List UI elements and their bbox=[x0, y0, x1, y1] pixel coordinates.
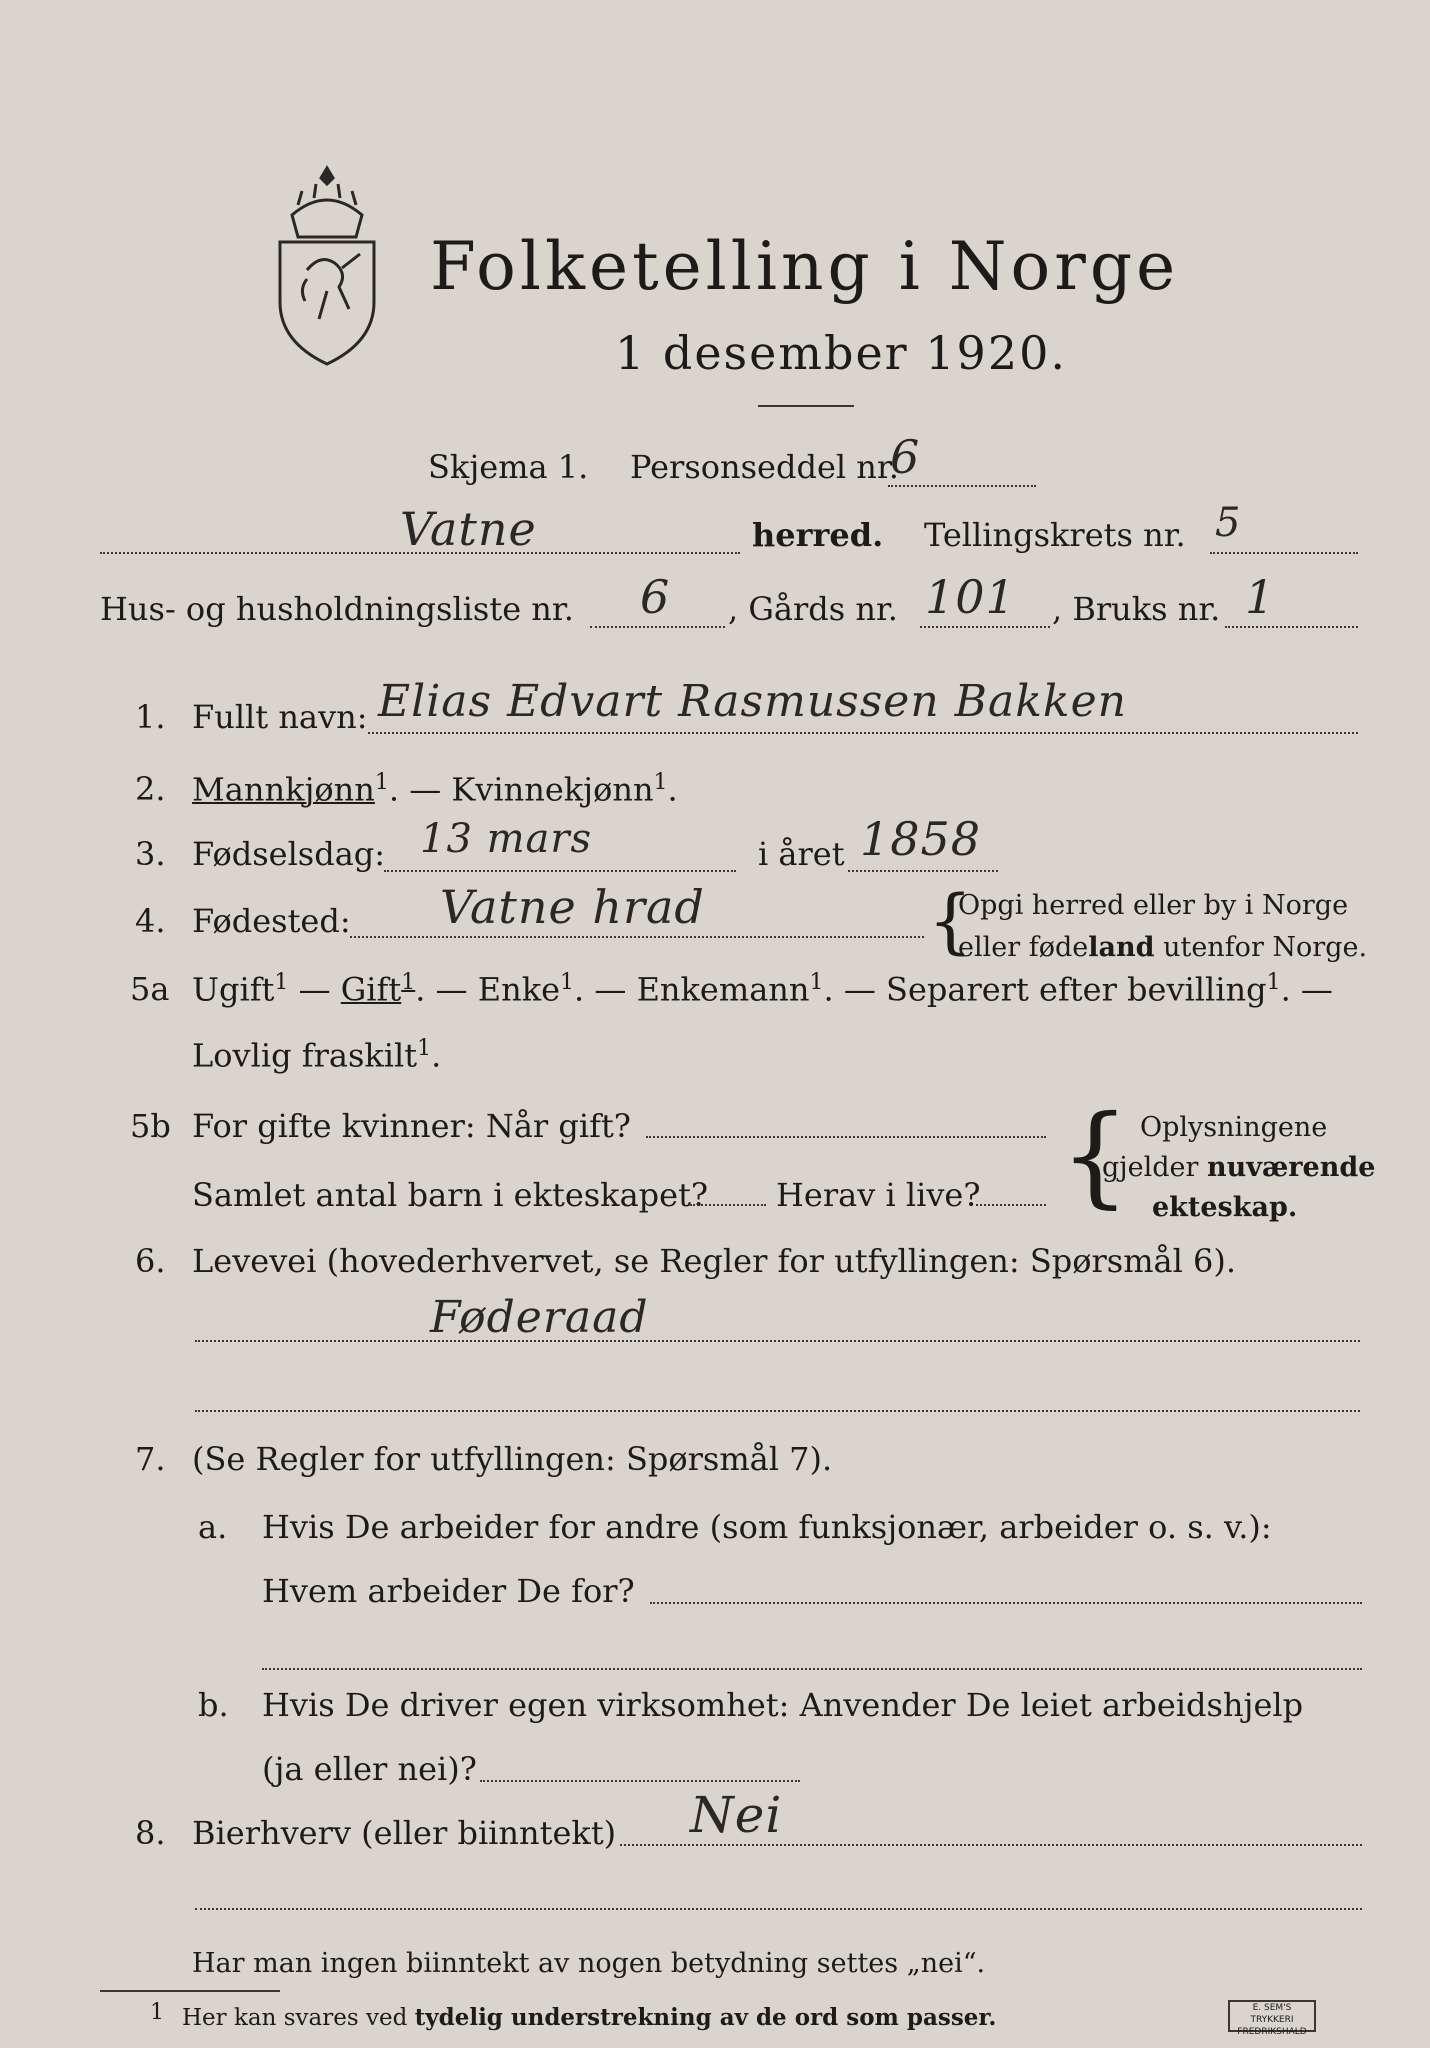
q5b-brace: { bbox=[1060, 1091, 1130, 1219]
q5b-note-line2 bbox=[1102, 1152, 1375, 1183]
kvinnekjonn-option: Kvinnekjønn bbox=[451, 770, 654, 809]
q4-line bbox=[350, 936, 924, 938]
q5a-sup-enke: 1 bbox=[560, 970, 575, 995]
q5b-children-label: Samlet antal barn i ekteskapet? bbox=[192, 1176, 709, 1214]
q6-line2 bbox=[195, 1410, 1360, 1412]
q3-label: Fødselsdag: bbox=[192, 835, 386, 873]
footnote-text-b: tydelig understrekning av de ord som passer. bbox=[414, 2004, 997, 2031]
q2-dash: . — bbox=[388, 770, 452, 809]
lovlig-fraskilt-option: Lovlig fraskilt$^1$. bbox=[192, 1036, 442, 1075]
q8-number: 8. bbox=[135, 1814, 166, 1852]
q2-sup1: 1 bbox=[374, 770, 389, 795]
printer-stamp: E. SEM'S TRYKKERI FREDRIKSHALD bbox=[1228, 2000, 1316, 2032]
q4-brace: { bbox=[928, 880, 973, 962]
occupation-value: Føderaad bbox=[430, 1292, 649, 1343]
birth-year-value: 1858 bbox=[860, 812, 982, 866]
q5b-note-line1: Oplysningene bbox=[1140, 1112, 1328, 1143]
q4-note2c: utenfor Norge. bbox=[1154, 932, 1368, 963]
q2-gender bbox=[192, 770, 678, 809]
herred-label: herred. bbox=[752, 516, 884, 554]
q8-line bbox=[620, 1844, 1362, 1846]
enke-option: Enke bbox=[477, 970, 561, 1009]
ugift-option: Ugift bbox=[192, 970, 275, 1009]
q7a-line1: Hvis De arbeider for andre (som funksjonær, arbeider o. s. v.): bbox=[262, 1508, 1272, 1546]
bruks-value: 1 bbox=[1245, 570, 1276, 624]
gards-label: , Gårds nr. bbox=[728, 590, 898, 628]
birthplace-value: Vatne hrad bbox=[440, 880, 705, 934]
q7a-employer-line bbox=[650, 1602, 1362, 1604]
tellingskrets-label: Tellingskrets nr. bbox=[924, 516, 1186, 554]
q4-label: Fødested: bbox=[192, 902, 351, 940]
bruks-line bbox=[1225, 626, 1358, 628]
q6-label: Levevei (hovederhvervet, se Regler for utfyllingen: Spørsmål 6). bbox=[192, 1242, 1237, 1280]
norway-coat-of-arms-icon bbox=[262, 160, 392, 370]
q5b-children-line bbox=[690, 1204, 766, 1206]
q8-label: Bierhverv (eller biinntekt) bbox=[192, 1814, 617, 1852]
personseddel-value: 6 bbox=[890, 430, 921, 484]
q4-note2b: land bbox=[1088, 932, 1155, 963]
husliste-value: 6 bbox=[640, 570, 671, 624]
q1-line bbox=[368, 732, 1358, 734]
personseddel-label: Personseddel nr. bbox=[630, 448, 899, 486]
q5a-dash: . — bbox=[1280, 970, 1333, 1009]
full-name-value: Elias Edvart Rasmussen Bakken bbox=[378, 676, 1127, 727]
census-date: 1 desember 1920. bbox=[615, 326, 1067, 380]
gift-option: Gift bbox=[340, 970, 402, 1009]
q5a-sup-lovlig: 1 bbox=[417, 1036, 432, 1061]
q7-number: 7. bbox=[135, 1440, 166, 1478]
footnote-text bbox=[182, 2004, 996, 2031]
q5b-note-line3: ekteskap. bbox=[1152, 1192, 1298, 1223]
q4-note2a: eller føde bbox=[958, 932, 1089, 963]
q5b-note2b: nuværende bbox=[1207, 1152, 1376, 1183]
tellingskrets-value: 5 bbox=[1215, 500, 1242, 546]
q7a-line2: Hvem arbeider De for? bbox=[262, 1572, 635, 1610]
bruks-label: , Bruks nr. bbox=[1052, 590, 1221, 628]
tellingskrets-line bbox=[1210, 552, 1358, 554]
q5a-sup-separert: 1 bbox=[1266, 970, 1281, 995]
footnote-marker: 1 bbox=[150, 2000, 164, 2025]
q4-note-line2 bbox=[958, 932, 1367, 963]
q5a-sup-ugift: 1 bbox=[274, 970, 289, 995]
skjema-label: Skjema 1. bbox=[428, 448, 589, 486]
q5a-number: 5a bbox=[130, 970, 170, 1008]
enkemann-option: Enkemann bbox=[636, 970, 810, 1009]
q7-label: (Se Regler for utfyllingen: Spørsmål 7). bbox=[192, 1440, 833, 1478]
aret-line bbox=[848, 870, 998, 872]
q1-label: Fullt navn: bbox=[192, 698, 368, 736]
lovlig-text: Lovlig fraskilt bbox=[192, 1036, 418, 1075]
footnote-divider bbox=[100, 1990, 280, 1992]
aret-label: i året bbox=[758, 835, 845, 873]
q7b-line1: Hvis De driver egen virksomhet: Anvender De leiet arbeidshjelp bbox=[262, 1686, 1304, 1724]
q8-note: Har man ingen biinntekt av nogen betydning settes „nei“. bbox=[192, 1948, 986, 1979]
q7a-number: a. bbox=[198, 1508, 228, 1546]
q4-note-line1: Opgi herred eller by i Norge bbox=[958, 890, 1349, 921]
husliste-label: Hus- og husholdningsliste nr. bbox=[100, 590, 574, 628]
q2-end: . bbox=[667, 770, 678, 809]
q6-number: 6. bbox=[135, 1242, 166, 1280]
q3-number: 3. bbox=[135, 835, 166, 873]
q5b-note2a: gjelder bbox=[1102, 1152, 1208, 1183]
q5b-number: 5b bbox=[130, 1107, 171, 1145]
q8-extra-line bbox=[195, 1908, 1362, 1910]
herred-value: Vatne bbox=[400, 502, 537, 556]
q1-number: 1. bbox=[135, 698, 166, 736]
secondary-occupation-value: Nei bbox=[690, 1786, 783, 1844]
footnote-text-a: Her kan svares ved bbox=[182, 2005, 415, 2031]
q5b-alive-label: Herav i live? bbox=[776, 1176, 981, 1214]
q5a-sup-enkemann: 1 bbox=[809, 970, 824, 995]
gards-line bbox=[920, 626, 1050, 628]
q7b-line2: (ja eller nei)? bbox=[262, 1750, 477, 1788]
q7a-extra-line bbox=[262, 1668, 1362, 1670]
q5b-line1: For gifte kvinner: Når gift? bbox=[192, 1107, 631, 1145]
birthday-value: 13 mars bbox=[420, 816, 593, 862]
q5b-when-married-line bbox=[646, 1136, 1046, 1138]
q7b-number: b. bbox=[198, 1686, 229, 1724]
q2-sup2: 1 bbox=[653, 770, 668, 795]
q5b-alive-line bbox=[976, 1204, 1046, 1206]
q5a-marital-status: Ugift$^1$ — Gift$^1$. — Enke$^1$. — Enkemann$^1$. — Separert efter bevilling$^1$. — bbox=[192, 970, 1333, 1009]
gards-value: 101 bbox=[925, 570, 1016, 624]
q2-number: 2. bbox=[135, 770, 166, 808]
husliste-line bbox=[590, 626, 725, 628]
form-title: Folketelling i Norge bbox=[430, 228, 1180, 305]
personseddel-line bbox=[888, 485, 1036, 487]
q5a-sup-gift: 1 bbox=[401, 970, 416, 995]
title-divider bbox=[758, 405, 854, 407]
q4-number: 4. bbox=[135, 902, 166, 940]
q6-line1 bbox=[195, 1340, 1360, 1342]
mannkjonn-option: Mannkjønn bbox=[192, 770, 375, 809]
q3-birthday-line bbox=[384, 870, 736, 872]
q7b-answer-line bbox=[480, 1780, 800, 1782]
separert-option: Separert efter bevilling bbox=[886, 970, 1267, 1009]
